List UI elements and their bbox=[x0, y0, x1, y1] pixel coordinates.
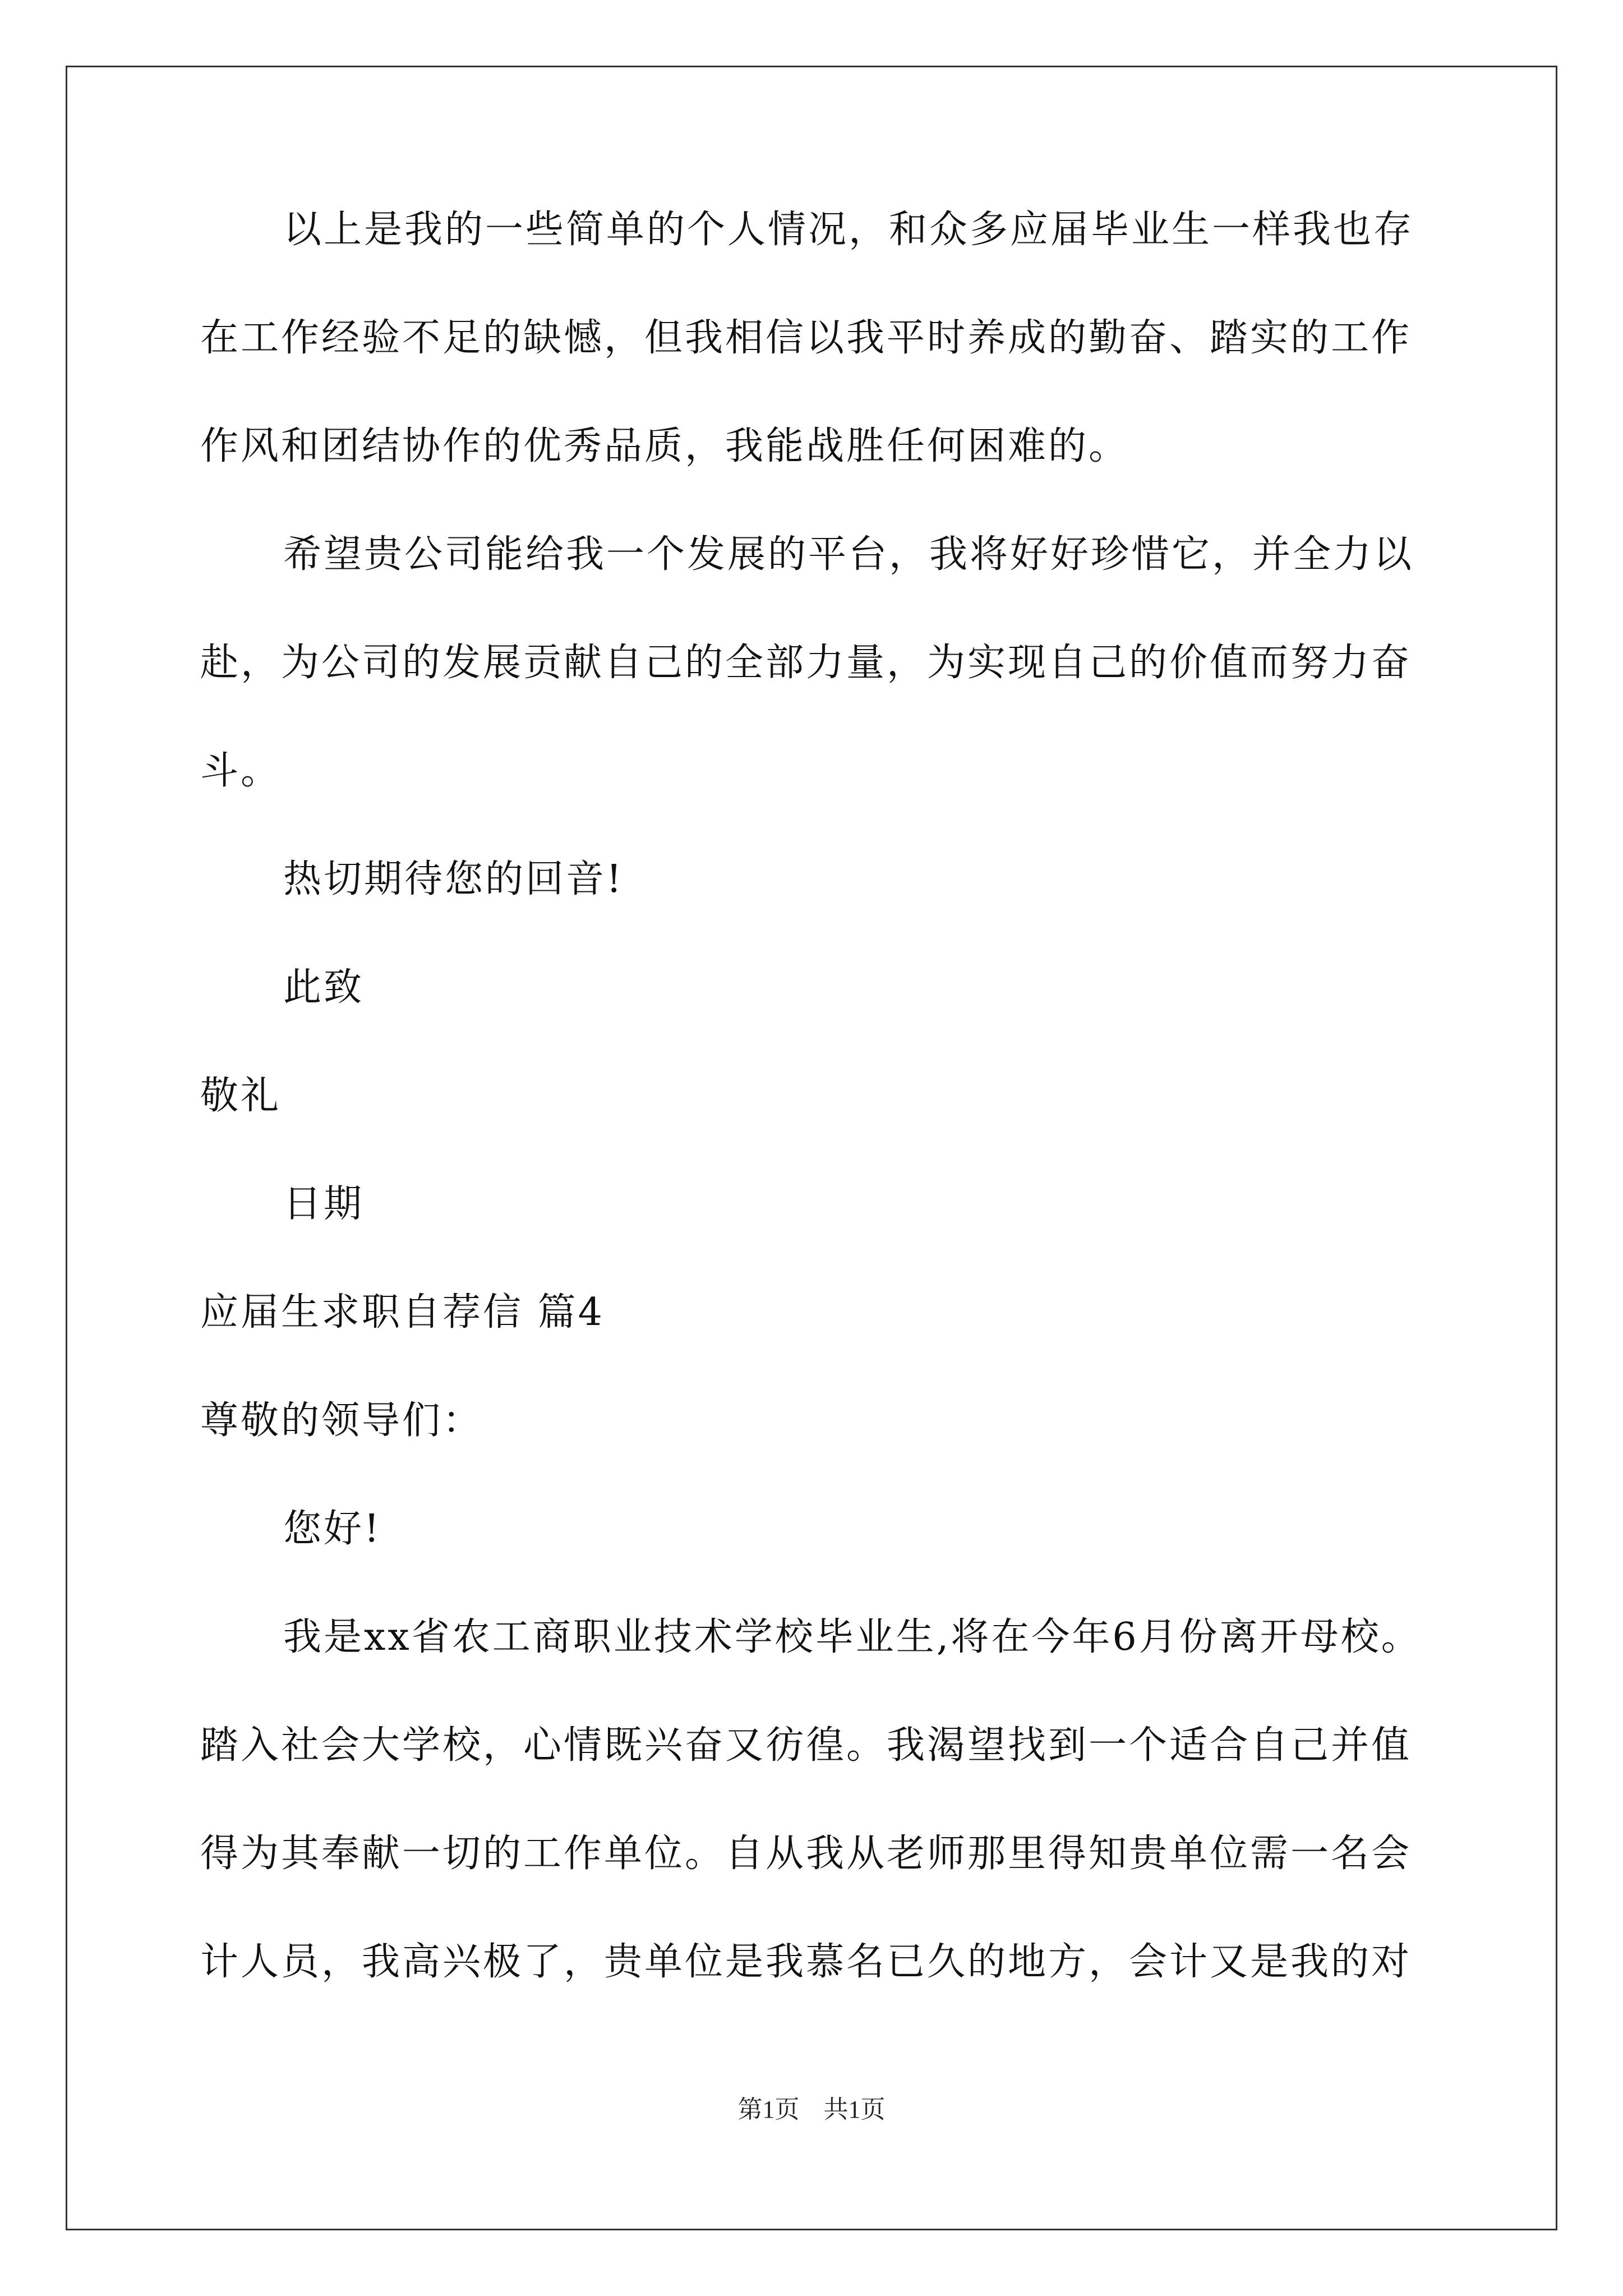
section-heading: 应届生求职自荐信 篇4 bbox=[200, 1290, 605, 1335]
paragraph-line: 赴，为公司的发展贡献自己的全部力量，为实现自己的价值而努力奋 bbox=[200, 641, 1412, 685]
closing-line: 热切期待您的回音! bbox=[283, 857, 624, 901]
salutation-regards: 敬礼 bbox=[200, 1074, 282, 1118]
paragraph-line: 得为其奉献一切的工作单位。自从我从老师那里得知贵单位需一名会 bbox=[200, 1832, 1412, 1876]
paragraph-line: 以上是我的一些简单的个人情况，和众多应届毕业生一样我也存 bbox=[283, 208, 1414, 252]
paragraph-line: 在工作经验不足的缺憾，但我相信以我平时养成的勤奋、踏实的工作 bbox=[200, 316, 1412, 360]
greeting-line: 尊敬的领导们： bbox=[200, 1398, 483, 1443]
paragraph-line: 踏入社会大学校，心情既兴奋又彷徨。我渴望找到一个适合自己并值 bbox=[200, 1723, 1412, 1768]
paragraph-line: 我是xx省农工商职业技术学校毕业生,将在今年6月份离开母校。 bbox=[283, 1615, 1422, 1659]
page-total: 共1页 bbox=[823, 2096, 886, 2123]
paragraph-line: 斗。 bbox=[200, 749, 282, 793]
greeting-hello: 您好! bbox=[283, 1507, 382, 1551]
page-footer bbox=[0, 2096, 1623, 2124]
paragraph-line: 计人员，我高兴极了，贵单位是我慕名已久的地方，会计又是我的对 bbox=[200, 1940, 1412, 1984]
date-label: 日期 bbox=[283, 1182, 365, 1226]
page-border bbox=[66, 66, 1557, 2230]
salutation-close: 此致 bbox=[283, 965, 365, 1010]
page-number: 第1页 bbox=[737, 2096, 800, 2123]
paragraph-line: 希望贵公司能给我一个发展的平台，我将好好珍惜它，并全力以 bbox=[283, 532, 1414, 577]
paragraph-line: 作风和团结协作的优秀品质，我能战胜任何困难的。 bbox=[200, 424, 1129, 468]
